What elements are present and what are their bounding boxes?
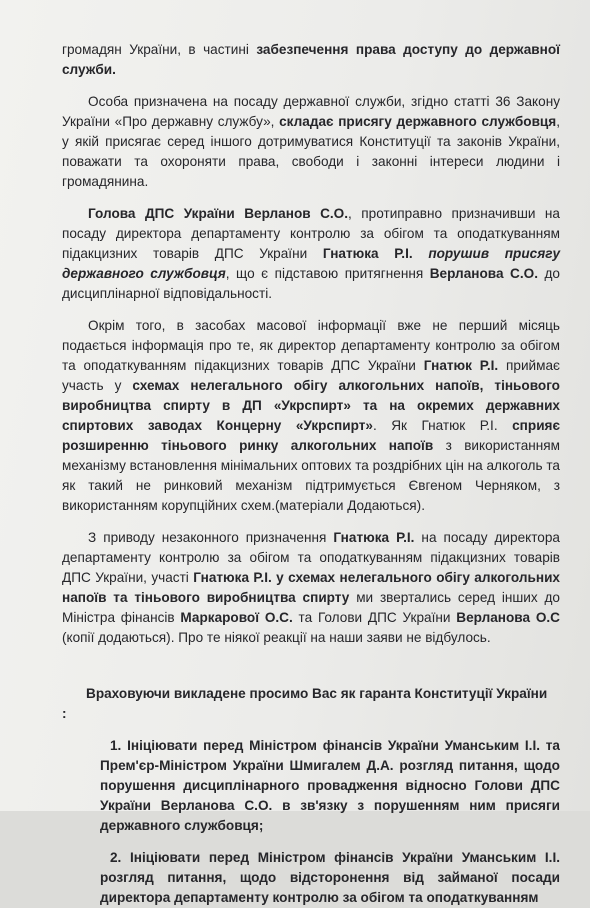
paragraph-5 — [62, 528, 560, 648]
text-run: на посаду директора департаменту контролю за обігом та оподаткуванням підакцизних товарів ДПС України, участі — [62, 530, 560, 585]
bold-run: Гнатюка Р.І. — [322, 246, 413, 261]
text-run: та Голови ДПС України — [292, 610, 457, 625]
text-run: З приводу незаконного призначення — [88, 530, 334, 545]
heading-colon: : — [62, 706, 67, 721]
text-run: , що є підставою притягнення — [225, 266, 430, 281]
bold-run: Маркарової О.С. — [180, 610, 293, 625]
bold-run: Гнатюк Р.І. — [423, 358, 499, 373]
paragraph-2 — [62, 92, 560, 192]
heading-text: Враховуючи викладене просимо Вас як гаранта Конституції України — [86, 686, 548, 701]
paragraph-1 — [62, 40, 560, 80]
item-number: 1. — [110, 738, 122, 753]
bold-run: забезпечення права доступу до державної служби. — [62, 42, 560, 77]
request-item-2 — [62, 848, 560, 908]
bold-run: Гнатюка Р.І. у схемах нелегального обігу алкогольних напоїв та тіньового виробництва спирту — [62, 570, 560, 605]
bold-run: Верланова О.С — [456, 610, 560, 625]
paragraph-3 — [62, 204, 560, 304]
text-run: Окрім того, в засобах масової інформації вже не перший місяць подається інформація про те, як директор департаменту контролю за обігом та оподаткуванням підакцизних товарів ДПС України — [62, 318, 560, 373]
item-text: Ініціювати перед Міністром фінансів України Уманським І.І. розгляд питання, щодо відсторонення від займаної посади директора департаменту контролю за обігом та оподаткуванням — [100, 850, 560, 905]
bold-italic-run: порушив присягу державного службовця — [62, 246, 561, 281]
item-text: Ініціювати перед Міністром фінансів України Уманським І.І. та Прем'єр-Міністром України Шмигалем Д.А. розгляд питання, щодо порушення дисциплінарного провадження відносно Голови ДПС України Верланова С.О. в зв'язку з порушенням ним присяги державного службовця; — [100, 738, 560, 833]
text-run: з використанням механізму встановлення мінімальних оптових та роздрібних цін на алкоголь та як такий не ринковий механізм підтримується Євгеном Черняком, з використанням корупційних схем.(матеріали Додаються). — [62, 438, 560, 513]
text-run: (копії додаються). Про те ніякої реакції на наши заяви не відбулось. — [62, 630, 491, 645]
text-run: ми звертались серед інших до Міністра фінансів — [62, 590, 560, 625]
text-run — [413, 246, 429, 261]
bold-run: Голова ДПС України Верланов С.О. — [88, 206, 349, 221]
bold-run: Верланова С.О. — [429, 266, 538, 281]
paragraph-4 — [62, 316, 560, 516]
bold-run: Гнатюка Р.І. — [333, 530, 415, 545]
text-run: . Як Гнатюк Р.І. — [372, 418, 513, 433]
text-run: Особа призначена на посаду державної служби, згідно статті 36 Закону України «Про державну службу», — [62, 94, 560, 129]
bold-run: складає присягу державного службовця — [279, 114, 557, 129]
text-run: громадян України, в частині — [62, 42, 257, 57]
item-number: 2. — [110, 850, 122, 865]
request-heading — [62, 684, 560, 724]
text-run: приймає участь у — [62, 358, 560, 393]
request-item-1 — [62, 736, 560, 836]
bold-run: схемах нелегального обігу алкогольних напоїв, тіньового виробництва спирту в ДП «Укрспирт» та на окремих державних спиртових заводах Концерну «Укрспирт» — [62, 378, 560, 433]
letter-body — [62, 40, 560, 908]
text-run: , у якій присягає серед іншого дотримуватися Конституції та законів України, поважати та охороняти права, свободи і законні інтереси людини і громадянина. — [62, 114, 560, 189]
bold-run: сприяє розширенню тіньового ринку алкогольних напоїв — [62, 418, 560, 453]
text-run: до дисциплінарної відповідальності. — [62, 266, 560, 301]
text-run: , протиправно призначивши на посаду директора департаменту контролю за обігом та оподаткуванням підакцизних товарів ДПС України — [62, 206, 560, 261]
